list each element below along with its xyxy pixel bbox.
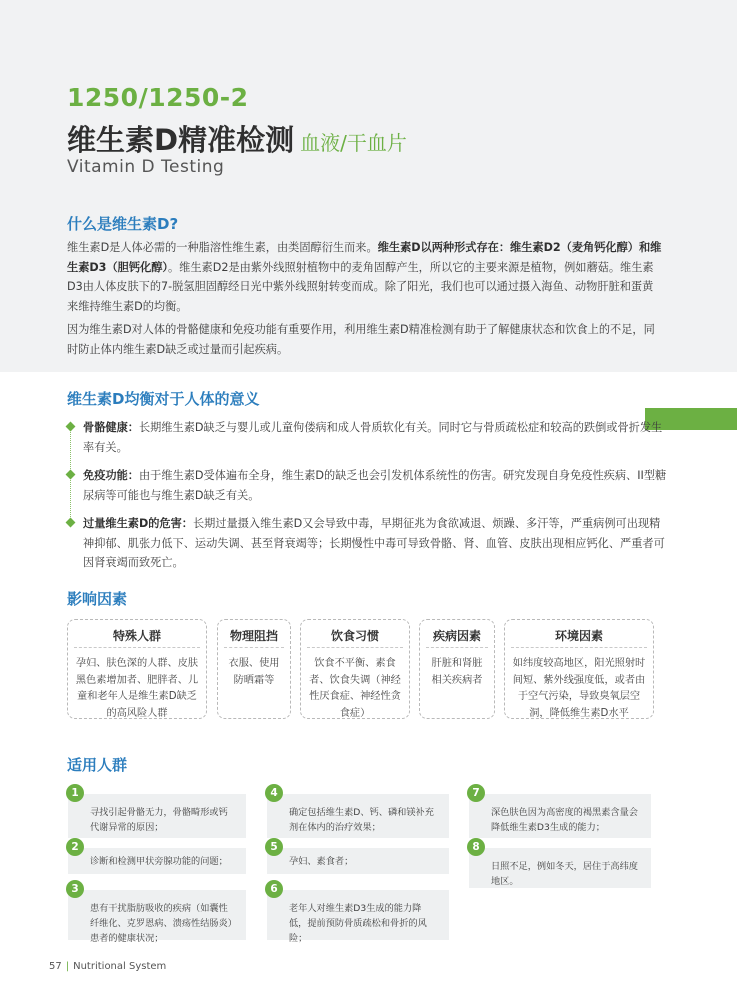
population-card — [469, 787, 651, 838]
population-text: 寻找引起骨骼无力，骨骼畸形或钙代谢异常的原因； — [90, 807, 228, 833]
factor-body: 如纬度较高地区，阳光照射时间短、紫外线强度低，或者由于空气污染，导致臭氧层空洞，降低维生素D水平 — [512, 658, 646, 719]
significance-item-overdose: 过量维生素D的危害：长期过量摄入维生素D又会导致中毒，早期征兆为食欲减退、烦躁、多汗等，严重病例可出现精神抑郁、肌张力低下、运动失调、甚至肾衰竭等；长期慢性中毒可导致骨骼、肾、血管、皮肤出现相应钙化、严重者可因肾衰竭而致死亡。 — [67, 514, 667, 573]
diamond-bullet-icon — [66, 518, 76, 528]
factor-title: 特殊人群 — [74, 620, 200, 648]
population-card — [267, 841, 449, 874]
number-badge: 6 — [265, 880, 283, 898]
number-badge: 1 — [66, 784, 84, 802]
number-badge: 5 — [265, 838, 283, 856]
factor-body: 孕妇、肤色深的人群、皮肤黑色素增加者、肥胖者、儿童和老年人是维生素D缺乏的高风险人群 — [75, 658, 199, 719]
heading-population: 适用人群 — [67, 756, 128, 774]
diamond-bullet-icon — [66, 470, 76, 480]
factor-title: 饮食习惯 — [307, 620, 403, 648]
header-background — [0, 0, 737, 372]
significance-list — [67, 418, 667, 582]
heading-factors: 影响因素 — [67, 590, 128, 608]
number-badge: 3 — [66, 880, 84, 898]
population-text: 日照不足，例如冬天，居住于高纬度地区。 — [491, 861, 638, 887]
factor-title: 物理阻挡 — [224, 620, 284, 648]
factors-row — [67, 619, 653, 719]
factor-card — [504, 619, 654, 719]
factor-body: 饮食不平衡、素食者、饮食失调（神经性厌食症、神经性贪食症） — [309, 658, 401, 719]
product-code: 1250/1250-2 — [67, 83, 249, 112]
factor-card — [67, 619, 207, 719]
significance-item-immune: 免疫功能：由于维生素D受体遍布全身，维生素D的缺乏也会引发机体系统性的伤害。研究发现自身免疫性疾病、II型糖尿病等可能也与维生素D缺乏有关。 — [67, 466, 667, 505]
footer-divider: | — [65, 961, 70, 972]
what-is-paragraph-2: 因为维生素D对人体的骨骼健康和免疫功能有重要作用，利用维生素D精准检测有助于了解健康状态和饮食上的不足，同时防止体内维生素D缺乏或过量而引起疾病。 — [67, 323, 655, 356]
population-text: 深色肤色因为高密度的褐黑素含量会降低维生素D3生成的能力； — [491, 807, 638, 833]
heading-significance: 维生素D均衡对于人体的意义 — [67, 390, 260, 408]
factor-body: 肝脏和肾脏相关疾病者 — [431, 658, 483, 686]
page-title-main: 维生素D精准检测 — [67, 123, 295, 157]
factor-title: 疾病因素 — [426, 620, 488, 648]
population-text: 老年人对维生素D3生成的能力降低，提前预防骨质疏松和骨折的风险； — [289, 903, 427, 944]
population-text: 孕妇、素食者； — [289, 856, 354, 867]
number-badge: 4 — [265, 784, 283, 802]
number-badge: 2 — [66, 838, 84, 856]
population-card — [68, 883, 246, 944]
population-card — [68, 787, 246, 838]
footer-brand: Nutritional System — [73, 961, 167, 972]
population-card — [469, 841, 651, 888]
page-title-sample-type: 血液/干血片 — [300, 131, 407, 155]
population-card — [68, 841, 246, 874]
page-number: 57 — [49, 961, 62, 972]
page-footer — [49, 961, 166, 972]
population-text: 患有干扰脂肪吸收的疾病（如囊性纤维化、克罗恩病、溃疡性结肠炎）患者的健康状况； — [90, 903, 233, 944]
what-is-paragraph-1: 维生素D是人体必需的一种脂溶性维生素，由类固醇衍生而来。维生素D以两种形式存在：维生素D2（麦角钙化醇）和维生素D3（胆钙化醇）。维生素D2是由紫外线照射植物中的麦角固醇产生，所以它的主要来源是植物，例如蘑菇。维生素D3由人体皮肤下的7-脱氢胆固醇经日光中紫外线照射转变而成。除了阳光，我们也可以通过摄入海鱼、动物肝脏和蛋黄来维持维生素D的均衡。 — [67, 241, 662, 313]
population-text: 确定包括维生素D、钙、磷和镁补充剂在体内的治疗效果； — [289, 807, 434, 833]
population-card — [267, 787, 449, 838]
factor-card — [419, 619, 495, 719]
factor-card — [217, 619, 291, 719]
english-title: Vitamin D Testing — [67, 157, 225, 177]
population-text: 诊断和检测甲状旁腺功能的问题； — [90, 856, 228, 867]
number-badge: 8 — [467, 838, 485, 856]
significance-item-bone: 骨骼健康：长期维生素D缺乏与婴儿或儿童佝偻病和成人骨质软化有关。同时它与骨质疏松症和较高的跌倒或骨折发生率有关。 — [67, 418, 667, 457]
number-badge: 7 — [467, 784, 485, 802]
factor-card — [300, 619, 410, 719]
population-card — [267, 883, 449, 944]
factor-body: 衣服、使用防晒霜等 — [228, 658, 280, 686]
heading-what-is: 什么是维生素D? — [67, 215, 179, 233]
diamond-bullet-icon — [66, 422, 76, 432]
page-title — [67, 118, 407, 159]
factor-title: 环境因素 — [511, 620, 647, 648]
